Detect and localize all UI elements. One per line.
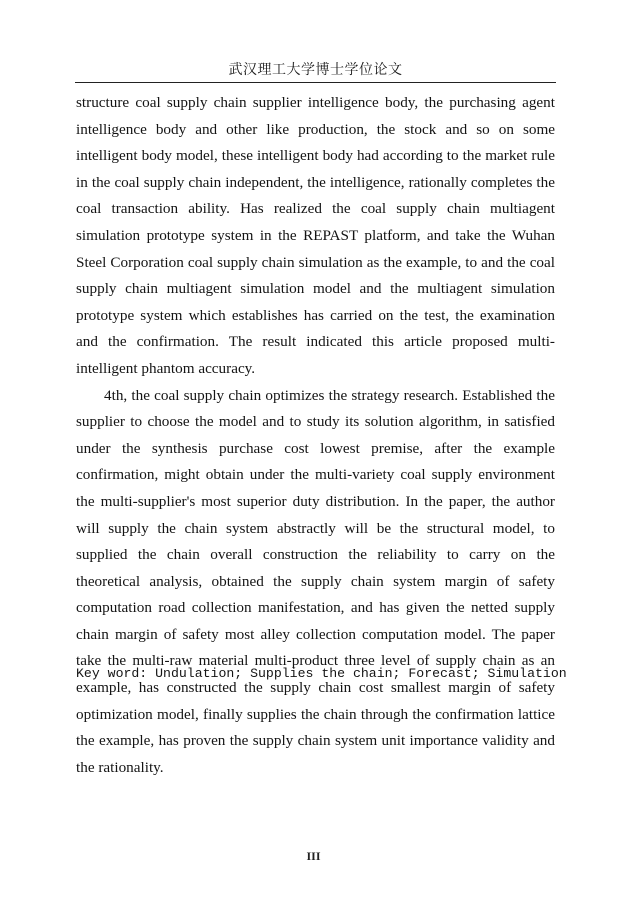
keywords-line: Key word: Undulation; Supplies the chain; Forecast; Simulation (76, 666, 567, 681)
abstract-paragraph-4th-point: 4th, the coal supply chain optimizes the strategy research. Established the supplier to choose the model and to study its solution algorithm, in satisfied under the synthesis purchase cost lowest premise, after the example confirmation, might obtain under the multi-variety coal supply environment the multi-supplier's most superior duty distribution. In the paper, the author will supply the chain system abstractly will be the structural model, to supplied the chain overall construction the reliability to carry on the theoretical analysis, obtained the supply chain system margin of safety computation road collection manifestation, and has given the netted supply chain margin of safety most alley collection computation model. The paper take the multi-raw material multi-product three level of supply chain as an example, has constructed the supply chain cost smallest margin of safety optimization model, finally supplies the chain through the confirmation lattice the example, has proven the supply chain system unit importance validity and the rationality. (76, 386, 555, 776)
page-number: III (306, 849, 321, 863)
abstract-paragraph-continuation: structure coal supply chain supplier intelligence body, the purchasing agent intelligence body and other like production, the stock and so on some intelligent body model, these intelligent body had according to the market rule in the coal supply chain independent, the intelligence, rationally completes the coal transaction ability. Has realized the coal supply chain multiagent simulation prototype system in the REPAST platform, and take the Wuhan Steel Corporation coal supply chain simulation as the example, to and the coal supply chain multiagent simulation model and the multiagent simulation prototype system which establishes has carried on the test, the examination and the confirmation. The result indicated this article proposed multi-intelligent phantom accuracy. (76, 94, 555, 377)
running-header-title: 武汉理工大学博士学位论文 (228, 62, 403, 78)
header-divider (75, 82, 556, 83)
